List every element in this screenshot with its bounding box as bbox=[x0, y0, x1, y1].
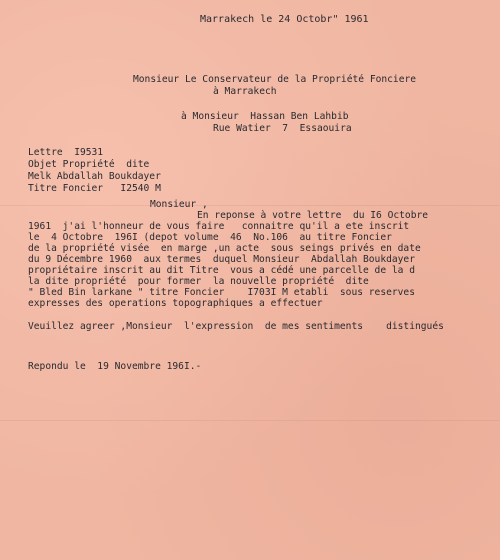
reference-line: Titre Foncier I2540 M bbox=[28, 183, 161, 194]
reference-line: Lettre I9531 bbox=[28, 147, 104, 158]
recipient-line-1: Monsieur Le Conservateur de la Propriété Fonciere bbox=[133, 74, 417, 85]
closing-line: Veuillez agreer ,Monsieur l'expression de mes sentiments distingués bbox=[28, 321, 444, 332]
body-line: du 9 Décembre 1960 aux termes duquel Monsieur Abdallah Boukdayer bbox=[28, 254, 415, 265]
body-line: le 4 Octobre 196I (depot volume 46 No.106 au titre Foncier bbox=[28, 232, 392, 243]
body-line: expresses des operations topographiques a effectuer bbox=[28, 298, 323, 309]
reply-note: Repondu le 19 Novembre 196I.- bbox=[28, 361, 202, 372]
recipient-line-2: à Marrakech bbox=[213, 86, 277, 97]
addressee-line-1: à Monsieur Hassan Ben Lahbib bbox=[181, 111, 349, 122]
paper-fold bbox=[0, 205, 500, 206]
body-line: de la propriété visée en marge ,un acte sous seings privés en date bbox=[28, 243, 421, 254]
paper-fold bbox=[0, 420, 500, 421]
dateline: Marrakech le 24 Octobr" 1961 bbox=[200, 14, 369, 25]
reference-line: Objet Propriété dite bbox=[28, 159, 150, 170]
addressee-line-2: Rue Watier 7 Essaouira bbox=[213, 123, 352, 134]
reference-line: Melk Abdallah Boukdayer bbox=[28, 171, 161, 182]
body-line: " Bled Bin larkane " titre Foncier I703I M etabli sous reserves bbox=[28, 287, 415, 298]
body-line: En reponse à votre lettre du I6 Octobre bbox=[197, 210, 429, 221]
salutation: Monsieur , bbox=[150, 199, 208, 210]
body-line: la dite propriété pour former la nouvelle propriété dite bbox=[28, 276, 369, 287]
body-line: 1961 j'ai l'honneur de vous faire connaitre qu'il a ete inscrit bbox=[28, 221, 410, 232]
body-line: propriétaire inscrit au dit Titre vous a cédé une parcelle de la d bbox=[28, 265, 415, 276]
